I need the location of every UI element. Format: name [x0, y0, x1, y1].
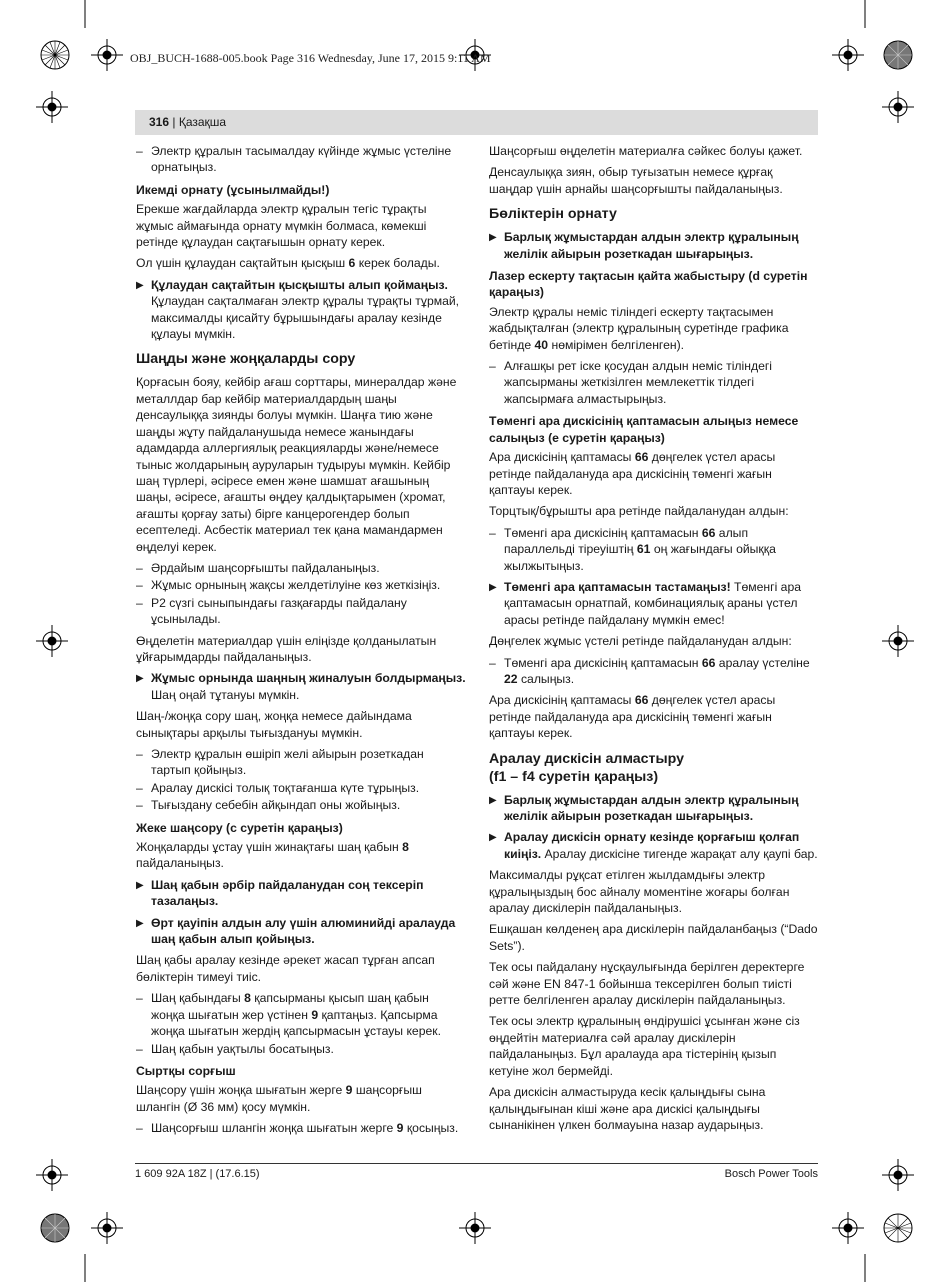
registration-mark-icon — [884, 41, 912, 69]
crosshair-icon — [882, 625, 914, 657]
paragraph: Шаң қабы аралау кезінде әрекет жасап тұрған апсап бөліктерін тимеуі тиіс. — [136, 953, 435, 984]
warning-item: ▶ Шаң қабын әрбір пайдаланудан соң тексеріп тазалаңыз. — [136, 877, 466, 910]
language-label: Қазақша — [178, 115, 227, 129]
page-header: 316 | Қазақша — [149, 115, 227, 129]
warning-item: ▶ Төменгі ара қаптамасын тастамаңыз! Төменгі ара қаптамасын орнатпай, комбинациялық араны үстел арасы ретінде пайдалану мүмкін емес! — [489, 579, 819, 628]
paragraph: Ерекше жағдайларда электр құралын тегіс тұрақты жұмыс аймағында орнату мүмкін болмаса, көмекші ретінде құлаудан сақтағышын орнату керек. — [136, 202, 427, 250]
warning-item: ▶ Жұмыс орнында шаңның жиналуын болдырмаңыз. Шаң оңай тұтануы мүмкін. — [136, 670, 466, 703]
footer-rule — [135, 1163, 818, 1164]
registration-mark-icon — [41, 41, 69, 69]
list-item: – Электр құралын өшіріп желі айырын розеткадан тартып қойыңыз. — [136, 746, 466, 779]
page-number: 316 — [149, 115, 170, 129]
paragraph: Ара дискісінің қаптамасы 66 дөңгелек үстел арасы ретінде пайдалануда ара дискісінің төменгі жағын қаптауы керек. — [489, 450, 776, 497]
section-heading: Аралау дискісін алмастыру (f1 – f4 суретін қараңыз) — [489, 750, 684, 785]
paragraph: Шаңсору үшін жоңқа шығатын жерге 9 шаңсорғыш шлангін (Ø 36 мм) қосу мүмкін. — [136, 1083, 422, 1114]
list-item: – Әрдайым шаңсорғышты пайдаланыңыз. — [136, 560, 466, 576]
print-job-line: OBJ_BUCH-1688-005.book Page 316 Wednesday, June 17, 2015 9:11 AM — [130, 51, 491, 65]
section-heading: Бөліктерін орнату — [489, 206, 617, 223]
crosshair-icon — [832, 39, 864, 71]
section-heading: Сыртқы сорғыш — [136, 1063, 236, 1078]
paragraph: Шаң-/жоңқа сору шаң, жоңқа немесе дайындама сынықтары арқылы тығыздануы мүмкін. — [136, 709, 412, 740]
footer-doc-number: 1 609 92A 18Z | (17.6.15) — [135, 1168, 260, 1180]
section-heading: Икемді орнату (ұсынылмайды!) — [136, 182, 330, 197]
paragraph: Ара дискісінің қаптамасы 66 дөңгелек үстел арасы ретінде пайдалануда ара дискісінің төменгі жағын қаптауы керек. — [489, 693, 776, 741]
section-heading: Жеке шаңсору (с суретін қараңыз) — [136, 820, 343, 835]
list-item: – Тығыздану себебін айқындап оны жойыңыз. — [136, 797, 466, 813]
paragraph: Тек осы пайдалану нұсқаулығында берілген деректерге сәй және EN 847-1 бойынша тексерілген болып тиісті ретте белгіленген аралау дискілерін пайдаланыңыз. — [489, 960, 805, 1008]
warning-item: ▶ Өрт қауіпін алдын алу үшін алюминийді аралауда шаң қабын алып қойыңыз. — [136, 915, 466, 948]
crosshair-icon — [36, 91, 68, 123]
warning-item: ▶ Барлық жұмыстардан алдын электр құралының желілік айырын розеткадан шығарыңыз. — [489, 229, 819, 262]
paragraph: Электр құралы неміс тіліндегі ескерту тақтасымен жабдықталған (электр құралының суретінде графика бетінде 40 нөмірімен белгіленген). — [489, 304, 789, 352]
crosshair-icon — [91, 39, 123, 71]
crosshair-icon — [882, 91, 914, 123]
section-heading: Шаңды және жоңқаларды сору — [136, 351, 356, 368]
paragraph: Торцтық/бұрышты ара ретінде пайдаланудан алдын: — [489, 504, 789, 519]
paragraph: Жоңқаларды ұстау үшін жинақтағы шаң қабын 8 пайдаланыңыз. — [136, 840, 409, 871]
list-item: – Электр құралын тасымалдау күйінде жұмыс үстеліне орнатыңыз. — [136, 143, 466, 176]
footer-brand: Bosch Power Tools — [724, 1168, 818, 1180]
paragraph: Шаңсорғыш өңделетін материалға сәйкес болуы қажет. — [489, 144, 803, 158]
list-item: – Шаң қабындағы 8 қапсырманы қысып шаң қабын жоңқа шығатын жер үстінен 9 қаптаңыз. Қапсырма жоңқа шығатын жердің қапсырмасын ұстауы керек. — [136, 990, 466, 1039]
warning-item: ▶ Құлаудан сақтайтын қысқышты алып қоймаңыз. Құлаудан сақталмаған электр құралы тұрақты тұрмай, максималды қисайту бұрышындағы аралау кезінде құлауы мүмкін. — [136, 277, 466, 343]
list-item: – Аралау дискісі толық тоқтағанша күте тұрыңыз. — [136, 780, 466, 796]
left-column — [136, 143, 466, 1138]
registration-mark-icon — [41, 1214, 69, 1242]
crosshair-icon — [36, 625, 68, 657]
list-item: – Шаңсорғыш шлангін жоңқа шығатын жерге 9 қосыңыз. — [136, 1120, 466, 1136]
crosshair-icon — [882, 1159, 914, 1191]
paragraph: Ешқашан көлденең ара дискілерін пайдаланбаңыз (“Dado Sets”). — [489, 922, 818, 953]
paragraph: Денсаулыққа зиян, обыр туғызатын немесе құрғақ шаңдар үшін арнайы шаңсорғышты пайдаланыңыз. — [489, 165, 783, 196]
section-heading: Лазер ескерту тақтасын қайта жабыстыру (d суретін қараңыз) — [489, 269, 808, 300]
list-item: – Алғашқы рет іске қосудан алдын неміс тіліндегі жапсырманы жеткізілген мемлекеттік тілдегі жапсырмаға алмастырыңыз. — [489, 358, 819, 407]
paragraph: Максималды рұқсат етілген жылдамдығы электр құралыңыздың бос айналу моментіне жоғары болған аралау дискілерін пайдаланыңыз. — [489, 868, 790, 916]
warning-item: ▶ Барлық жұмыстардан алдын электр құралының желілік айырын розеткадан шығарыңыз. — [489, 792, 819, 825]
paragraph: Қорғасын бояу, кейбір ағаш сорттары, минералдар және металлдар бар кейбір материалдардың шаңы денсаулыққа зиянды болуы мүмкін. Шаңға тию және шаңды жұту пайдаланушыда немесе жанындағы адамдарда аллергиялық реакцияларды және/немесе тыныс жолдарының ауруларын тудыруы мүмкін. Кейбір шаң түрлері, әсіресе емен және шамшат ағашының шаңы, әсіресе, ағашты өңдеу қалдықтарымен (хромат, ағашты қорғау заты) бірге канцерогендер болып есептеледі. Асбестік материал тек қана мамандармен өңделуі керек. — [136, 375, 457, 554]
list-item: – Жұмыс орнының жақсы желдетілуіне көз жеткізіңіз. — [136, 577, 466, 593]
list-item: – P2 сүзгі сыныпындағы газқағарды пайдалану ұсынылады. — [136, 595, 466, 628]
crosshair-icon — [91, 1212, 123, 1244]
warning-item: ▶ Аралау дискісін орнату кезінде қорғағыш қолғап киіңіз. Аралау дискісіне тигенде жарақат алу қаупі бар. — [489, 829, 819, 862]
crosshair-icon — [459, 1212, 491, 1244]
list-item: – Төменгі ара дискісінің қаптамасын 66 аралау үстеліне 22 салыңыз. — [489, 655, 819, 688]
registration-mark-icon — [884, 1214, 912, 1242]
section-heading: Төменгі ара дискісінің қаптамасын алыңыз немесе салыңыз (е суретін қараңыз) — [489, 414, 799, 445]
crosshair-icon — [36, 1159, 68, 1191]
list-item: – Шаң қабын уақтылы босатыңыз. — [136, 1041, 466, 1057]
paragraph: Өңделетін материалдар үшін еліңізде қолданылатын ұйғарымдарды пайдаланыңыз. — [136, 633, 437, 664]
paragraph: Тек осы электр құралының өндірушісі ұсынған және сіз өңдейтін материалға сәй аралау дискілерін пайдаланыңыз. Бұл аралауда ара тістерінің қызып кетуіне жол бермейді. — [489, 1014, 800, 1078]
page-header-band — [135, 110, 818, 135]
paragraph: Ол үшін құлаудан сақтайтын қысқыш 6 керек болады. — [136, 256, 440, 271]
crosshair-icon — [832, 1212, 864, 1244]
paragraph: Ара дискісін алмастыруда кесік қалыңдығы сына қалыңдығынан кіші және ара дискісі қалыңдығы сынанікінен үлкен болмауына назар аударыңыз. — [489, 1085, 766, 1132]
paragraph: Дөңгелек жұмыс үстелі ретінде пайдаланудан алдын: — [489, 634, 792, 649]
right-column — [489, 143, 819, 1138]
list-item: – Төменгі ара дискісінің қаптамасын 66 алып параллельді тіреуіштің 61 оң жағындағы ойыққа жылжытыңыз. — [489, 525, 819, 574]
